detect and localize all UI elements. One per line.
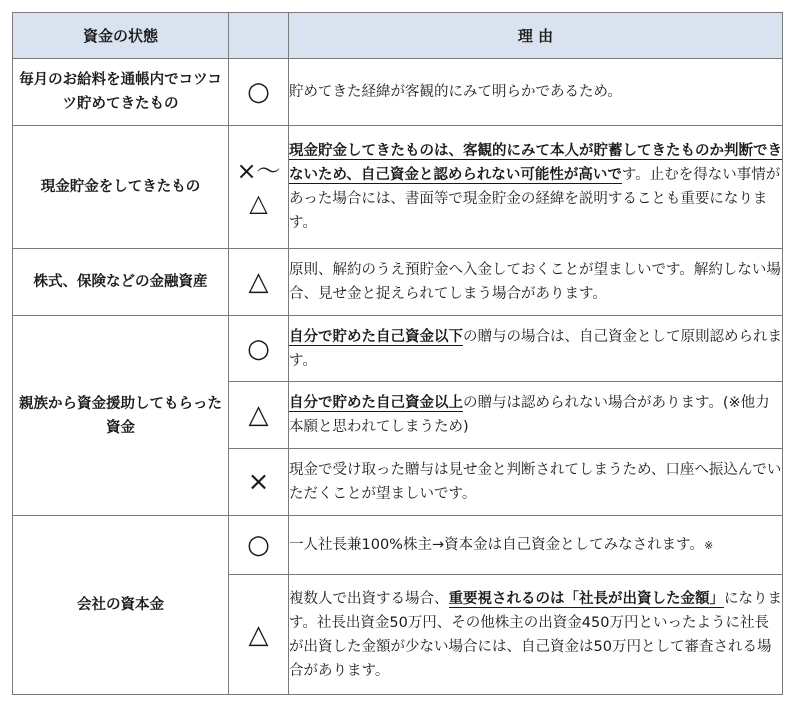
table-row [13,249,783,316]
triangle-mark: △ [249,189,268,217]
funds-table [12,12,783,695]
emphasis-text: 自分で貯めた自己資金以下 [289,328,463,345]
reason-text: の贈与は認められない場合があります。(※他力本願と思われてしまうため) [289,395,770,435]
reason-text: 一人社長兼100%株主→資本金は自己資金としてみなされます。 [289,536,704,553]
note-mark: ※ [703,538,714,552]
triangle-mark: △ [229,249,289,316]
table-row [13,516,783,575]
table-row [13,59,783,126]
cross-mark: × [229,449,289,516]
cross-tilde-mark: ×～ [236,157,281,185]
row-reason [289,316,783,382]
table-row [13,316,783,382]
reason-text: 複数人で出資する場合、 [289,590,449,607]
header-row [13,13,783,59]
emphasis-text: 現金貯金してきたものは、客観的にみて本人が貯蓄してきたものか判断できないため、自己資金と認められない可能性が高いで [289,143,782,183]
cross-to-triangle-mark [229,126,289,249]
row-label-financial-assets: 株式、保険などの金融資産 [13,249,229,316]
reason-text: す。止むを得ない事情があった場合には、書面等で現金貯金の経緯を説明することも重要になります。 [289,167,781,231]
row-reason [289,516,783,575]
row-reason: 貯めてきた経緯が客観的にみて明らかであるため。 [289,59,783,126]
row-label-cash-savings: 現金貯金をしてきたもの [13,126,229,249]
header-status: 資金の状態 [13,13,229,59]
circle-mark: ○ [229,316,289,382]
row-label-company-capital: 会社の資本金 [13,516,229,695]
header-reason: 理 由 [289,13,783,59]
circle-mark: ○ [229,516,289,575]
reason-text: の贈与の場合は、自己資金として原則認められます。 [289,328,782,369]
reason-text: になります。社長出資金50万円、その他株主の出資金450万円といったように社長が出資した金額が少ない場合には、自己資金は50万円として審査される場合があります。 [289,590,782,679]
row-reason [289,382,783,449]
emphasis-text: 自分で貯めた自己資金以上 [289,395,463,411]
table-row [13,126,783,249]
row-reason [289,575,783,695]
row-label-salary-savings: 毎月のお給料を通帳内でコツコツ貯めてきたもの [13,59,229,126]
circle-mark: ○ [229,59,289,126]
row-reason [289,126,783,249]
row-label-family-support: 親族から資金援助してもらった資金 [13,316,229,516]
row-reason: 現金で受け取った贈与は見せ金と判断されてしまうため、口座へ振込んでいただくことが望ましいです。 [289,449,783,516]
triangle-mark: △ [229,575,289,695]
triangle-mark: △ [229,382,289,449]
header-mark [229,13,289,59]
emphasis-text: 重要視されるのは「社長が出資した金額」 [448,590,724,607]
row-reason: 原則、解約のうえ預貯金へ入金しておくことが望ましいです。解約しない場合、見せ金と捉えられてしまう場合があります。 [289,249,783,316]
